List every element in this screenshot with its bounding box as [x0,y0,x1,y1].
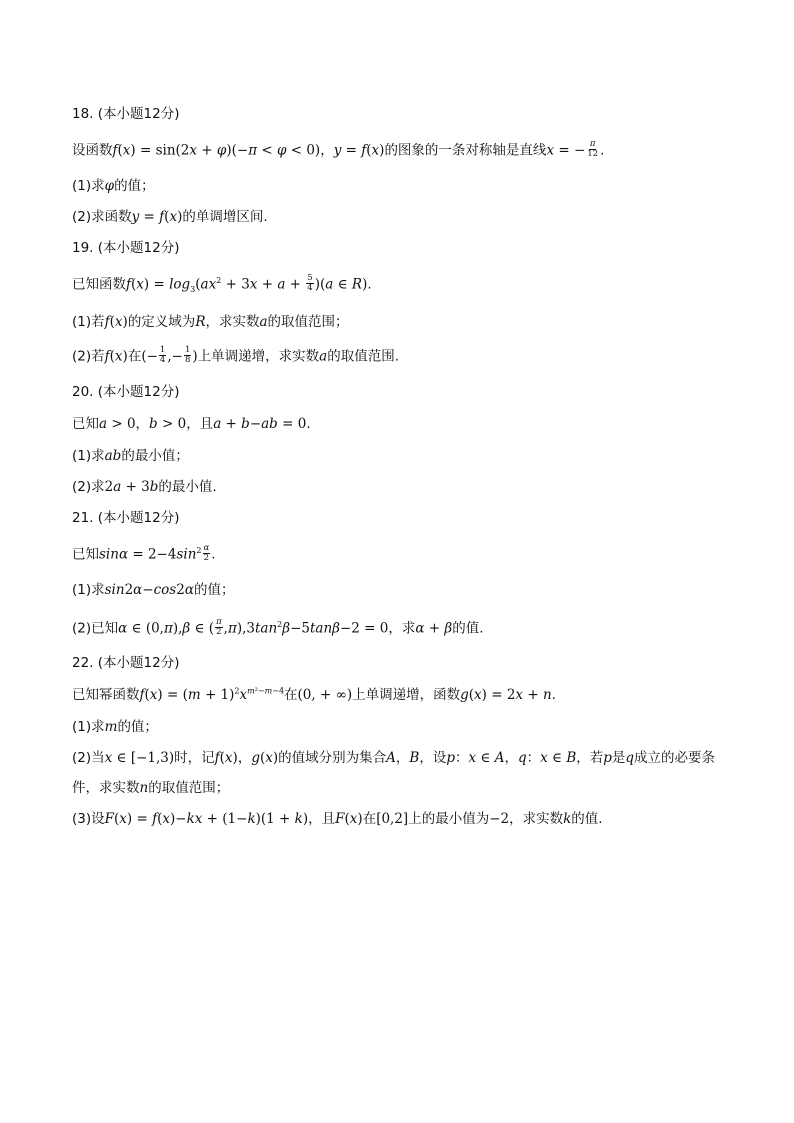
problem-20-header: 20. (本小题12分) [72,384,180,400]
problem-21-header: 21. (本小题12分) [72,510,180,526]
problem-19-stem: 已知函数$f(x) = \log_3(ax^2 + 3x + a$ + $\frac{5}{4}$ )(a ∈ R). [72,273,372,295]
problem-21-part-1: (1)求sin2α−cos2α的值； [72,582,235,598]
problem-19-part-2: (2)若f(x)在(− $\frac{1}{4}$ ,− $\frac{1}{8}$ )上单调递增，求实数a的取值范围. [72,345,399,365]
problem-20-stem: 已知a > 0，b > 0，且a + b−ab = 0. [72,416,311,432]
problem-22-part-2-line-1: (2)当x ∈ [−1,3)时，记f(x)，g(x)的值域分别为集合A，B，设p：x ∈ A，q：x ∈ B，若p是q成立的必要条 [72,750,716,766]
problem-19-part-1: (1)若f(x)的定义域为R，求实数a的取值范围； [72,314,349,330]
problem-22-part-1: (1)求m的值； [72,719,158,735]
problem-18-header: 18. (本小题12分) [72,106,180,122]
problem-22-stem: 已知幂函数$f(x) = (m + 1)^2x^{m^2-m-4}$在(0, + ∞)上单调递增，函数g(x) = 2x + n. [72,686,556,703]
problem-18-part-1: (1)求φ的值； [72,178,155,194]
problem-20-part-1: (1)求ab的最小值； [72,448,189,464]
problem-22-part-3: (3)设F(x) = f(x)−kx + (1−k)(1 + k)，且F(x)在[0,2]上的最小值为−2，求实数k的值. [72,811,603,827]
problem-21-stem: 已知$\sin\alpha = 2-4\sin^2$ $\frac{\alpha}{2}$ . [72,543,216,563]
problem-21-part-2: (2)已知α ∈ (0,π),β ∈ ( $\frac{\pi}{2}$ $,\pi),3\tan^2\beta-5\tan\beta-2 = 0$，求α + β的值. [72,617,484,637]
problem-22-part-2-line-2: 件，求实数n的取值范围； [72,780,230,796]
problem-22-header: 22. (本小题12分) [72,655,180,671]
problem-18-stem: 设函数f(x) = sin(2x + φ)(−π < φ < 0)，y = f(x)的图象的一条对称轴是直线x = − $\frac{\pi}{12}$ . [72,139,605,159]
problem-20-part-2: (2)求2a + 3b的最小值. [72,479,217,495]
problem-19-header: 19. (本小题12分) [72,240,180,256]
problem-18-part-2: (2)求函数y = f(x)的单调增区间. [72,209,268,225]
